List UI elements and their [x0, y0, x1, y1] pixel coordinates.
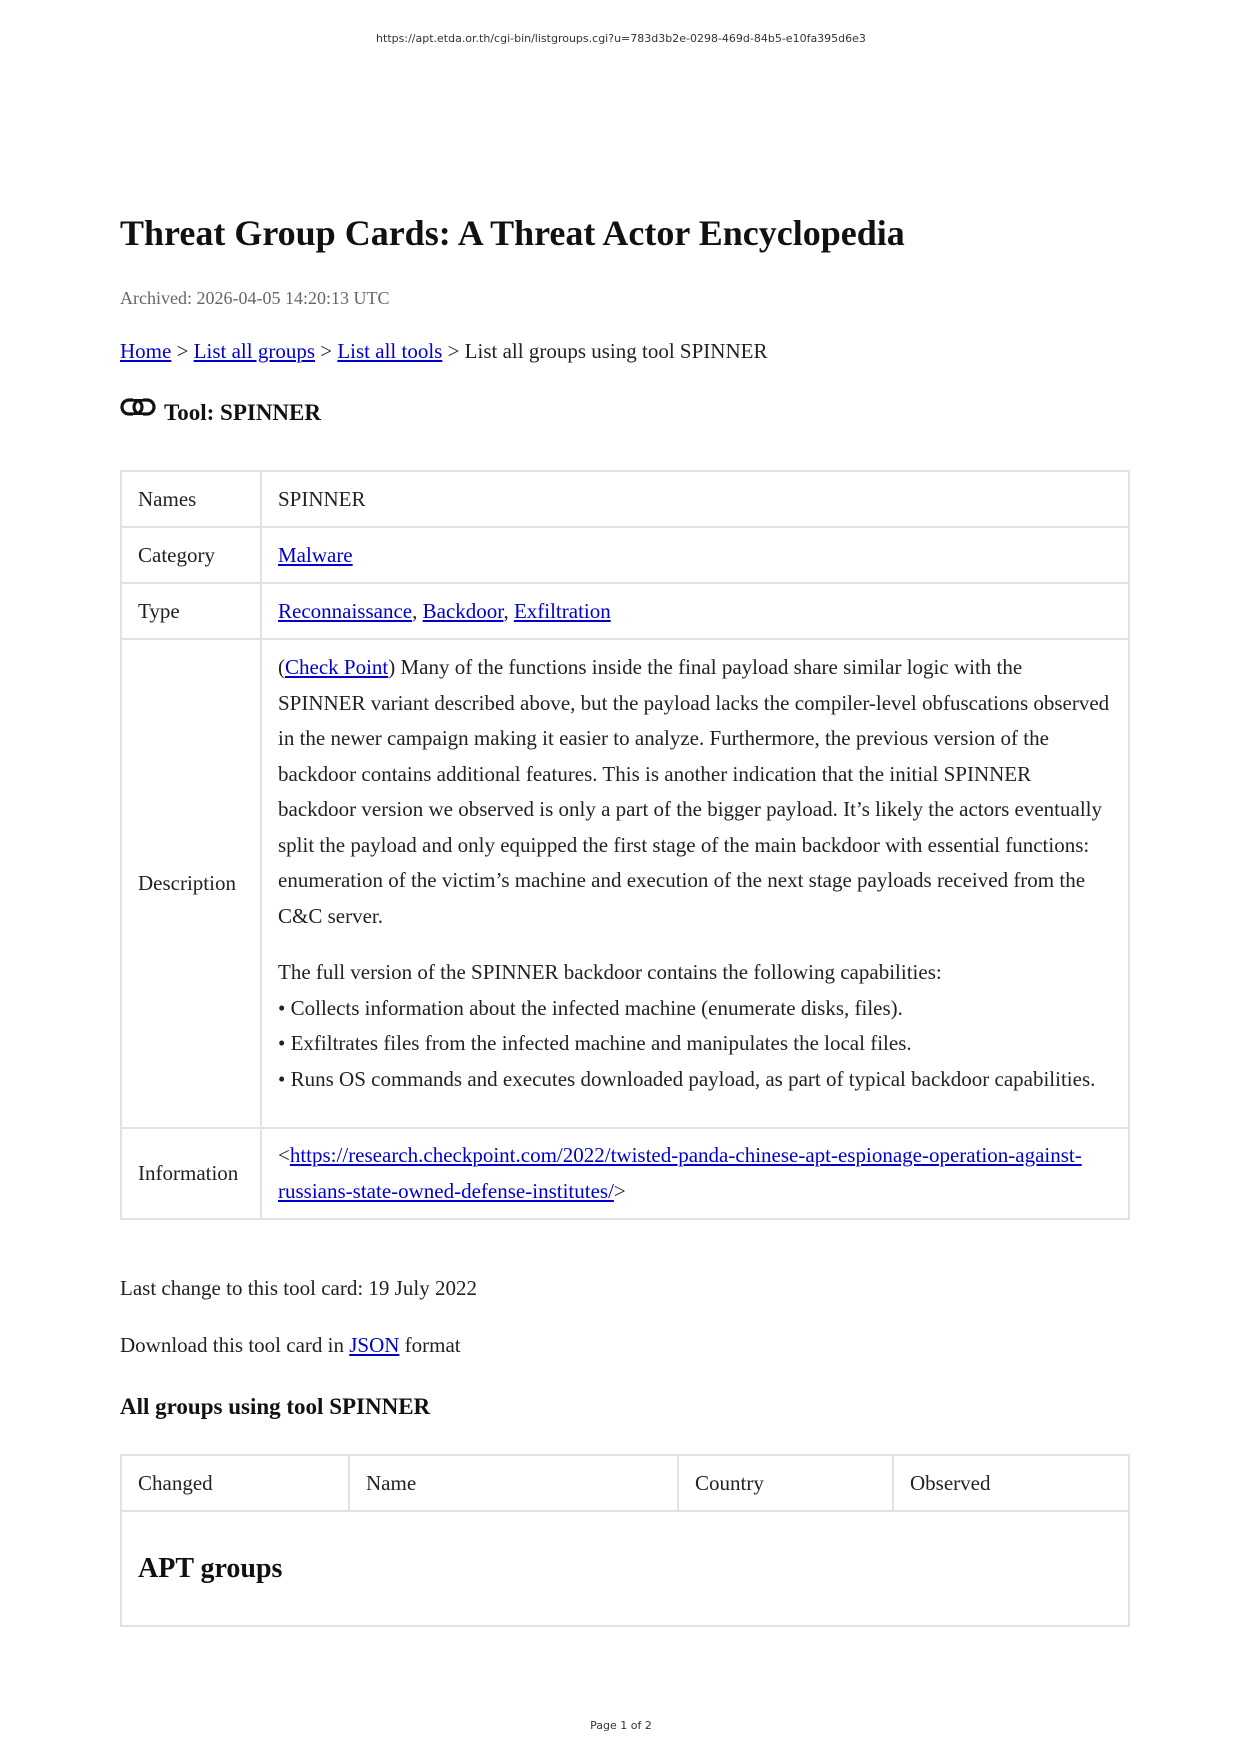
checkpoint-research-link[interactable]: https://research.checkpoint.com/2022/twisted-panda-chinese-apt-espionage-operation-against-russians-state-owned-defense-institutes/ — [278, 1143, 1082, 1203]
column-header-country: Country — [678, 1455, 893, 1511]
category-link[interactable]: Malware — [278, 542, 353, 567]
type-link-reconnaissance[interactable]: Reconnaissance — [278, 598, 413, 623]
information-cell — [261, 1128, 1129, 1219]
type-link-backdoor[interactable]: Backdoor — [422, 598, 504, 623]
table-row — [121, 1511, 1129, 1626]
tool-card-table — [120, 470, 1130, 1220]
capability-item: • Collects information about the infected machine (enumerate disks, files). — [278, 995, 903, 1020]
json-download-link[interactable]: JSON — [349, 1333, 400, 1357]
information-line — [278, 1138, 1112, 1209]
description-paragraph — [278, 650, 1112, 934]
info-close-bracket: > — [613, 1178, 626, 1203]
tool-heading-text: Tool: SPINNER — [164, 400, 321, 425]
capability-item: • Runs OS commands and executes downloaded payload, as part of typical backdoor capabilities. — [278, 1066, 1096, 1091]
names-label: Names — [121, 471, 261, 527]
breadcrumb — [120, 339, 767, 364]
link-icon — [120, 396, 156, 418]
capability-item: • Exfiltrates files from the infected machine and manipulates the local files. — [278, 1031, 912, 1055]
column-header-changed: Changed — [121, 1455, 349, 1511]
download-line — [120, 1333, 461, 1358]
apt-groups-section: APT groups — [121, 1511, 1129, 1626]
groups-table — [120, 1454, 1130, 1627]
capabilities-intro: The full version of the SPINNER backdoor contains the following capabilities: — [278, 960, 942, 984]
breadcrumb-all-groups-link[interactable]: List all groups — [193, 339, 315, 363]
groups-heading: All groups using tool SPINNER — [120, 1394, 431, 1419]
type-label: Type — [121, 583, 261, 639]
table-header-row — [121, 1455, 1129, 1511]
information-label: Information — [121, 1128, 261, 1219]
description-label: Description — [121, 639, 261, 1128]
column-header-name: Name — [349, 1455, 678, 1511]
type-link-exfiltration[interactable]: Exfiltration — [513, 598, 611, 623]
breadcrumb-separator: > — [171, 339, 194, 363]
breadcrumb-current: > List all groups using tool SPINNER — [442, 339, 768, 363]
description-cell — [261, 639, 1129, 1128]
source-check-point-link[interactable]: Check Point — [285, 655, 389, 679]
type-separator: , — [503, 598, 514, 623]
breadcrumb-all-tools-link[interactable]: List all tools — [337, 339, 443, 363]
page-url-header: https://apt.etda.or.th/cgi-bin/listgroups.cgi?u=783d3b2e-0298-469d-84b5-e10fa395d6e3 — [376, 32, 866, 45]
names-value: SPINNER — [261, 471, 1129, 527]
page-number: Page 1 of 2 — [590, 1719, 652, 1732]
table-row — [121, 639, 1129, 1128]
breadcrumb-separator: > — [315, 339, 338, 363]
info-open-bracket: < — [278, 1143, 290, 1167]
archived-timestamp: Archived: 2026-04-05 14:20:13 UTC — [120, 288, 390, 308]
last-change-text: Last change to this tool card: 19 July 2022 — [120, 1276, 477, 1300]
type-separator: , — [412, 598, 423, 623]
breadcrumb-home-link[interactable]: Home — [120, 339, 172, 363]
capabilities-paragraph — [278, 955, 1112, 1097]
type-cell — [261, 583, 1129, 639]
tool-heading — [120, 400, 321, 426]
category-label: Category — [121, 527, 261, 583]
download-suffix: format — [399, 1333, 461, 1357]
page-title: Threat Group Cards: A Threat Actor Encyclopedia — [120, 213, 905, 253]
table-row — [121, 1128, 1129, 1219]
table-row — [121, 471, 1129, 527]
description-open-paren: ( — [278, 655, 285, 679]
column-header-observed: Observed — [893, 1455, 1129, 1511]
category-cell — [261, 527, 1129, 583]
download-prefix: Download this tool card in — [120, 1333, 350, 1357]
table-row — [121, 583, 1129, 639]
description-text: ) Many of the functions inside the final payload share similar logic with the SPINNER variant described above, but the payload lacks the compiler-level obfuscations observed in the newer campaign making it easier to analyze. Furthermore, the previous version of the backdoor contains additional features. This is another indication that the initial SPINNER backdoor version we observed is only a part of the bigger payload. It’s likely the actors eventually split the payload and only equipped the first stage of the main backdoor with essential functions: enumeration of the victim’s machine and execution of the next stage payloads received from the C&C server. — [278, 655, 1110, 928]
table-row — [121, 527, 1129, 583]
